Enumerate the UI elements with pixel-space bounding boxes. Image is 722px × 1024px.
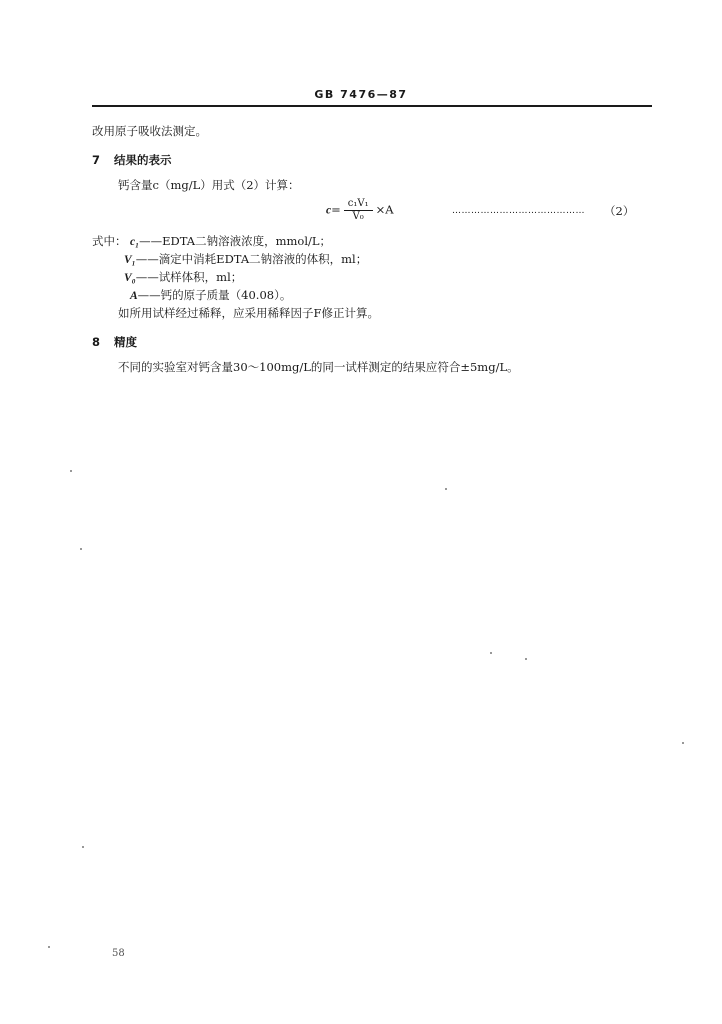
section-7-number: 7 — [92, 153, 101, 167]
definition-row — [124, 270, 242, 285]
definition-row — [124, 252, 367, 267]
formula-leader-dots: …………………………………… — [452, 206, 585, 216]
scan-speck — [82, 846, 84, 848]
scan-speck — [70, 470, 72, 472]
definition-desc: ——试样体积，ml； — [135, 270, 243, 284]
formula-rhs: ×A — [375, 202, 394, 217]
page-number: 58 — [112, 948, 125, 959]
definition-symbol: c₁ — [130, 236, 140, 248]
definition-symbol: V₀ — [124, 272, 136, 284]
dilution-note: 如所用试样经过稀释，应采用稀释因子F修正计算。 — [118, 306, 379, 320]
where-label: 式中： — [92, 234, 127, 248]
section-8-title: 精度 — [114, 335, 137, 349]
definition-symbol: V₁ — [124, 254, 136, 266]
header-rule — [92, 105, 652, 107]
section-8-text: 不同的实验室对钙含量30～100mg/L的同一试样测定的结果应符合±5mg/L。 — [118, 360, 519, 374]
formula-fraction — [344, 198, 373, 223]
definition-desc: ——滴定中消耗EDTA二钠溶液的体积，ml； — [135, 252, 368, 266]
definition-row — [130, 288, 291, 303]
section-7-heading — [92, 152, 172, 168]
section-7-intro: 钙含量c（mg/L）用式（2）计算： — [118, 178, 300, 192]
formula-lhs: c — [326, 204, 332, 217]
formula-numerator: c₁V₁ — [344, 198, 373, 211]
continuation-text: 改用原子吸收法测定。 — [92, 124, 207, 138]
section-8-heading — [92, 334, 137, 350]
scan-speck — [80, 548, 82, 550]
definition-desc: ——EDTA二钠溶液浓度，mmol/L； — [139, 234, 332, 248]
definition-symbol: A — [130, 290, 138, 302]
formula-number: （2） — [604, 204, 635, 218]
section-8-number: 8 — [92, 335, 101, 349]
scan-speck — [490, 652, 492, 654]
section-7-title: 结果的表示 — [114, 153, 172, 167]
formula-denominator: V₀ — [352, 211, 364, 222]
formula-2 — [326, 198, 394, 223]
definition-row — [130, 234, 331, 249]
scan-speck — [48, 946, 50, 948]
scan-speck — [445, 488, 447, 490]
formula-equals: = — [331, 202, 341, 217]
standard-code: GB 7476—87 — [314, 88, 408, 101]
definition-desc: ——钙的原子质量（40.08）。 — [137, 288, 292, 302]
scan-speck — [682, 742, 684, 744]
scan-speck — [525, 658, 527, 660]
